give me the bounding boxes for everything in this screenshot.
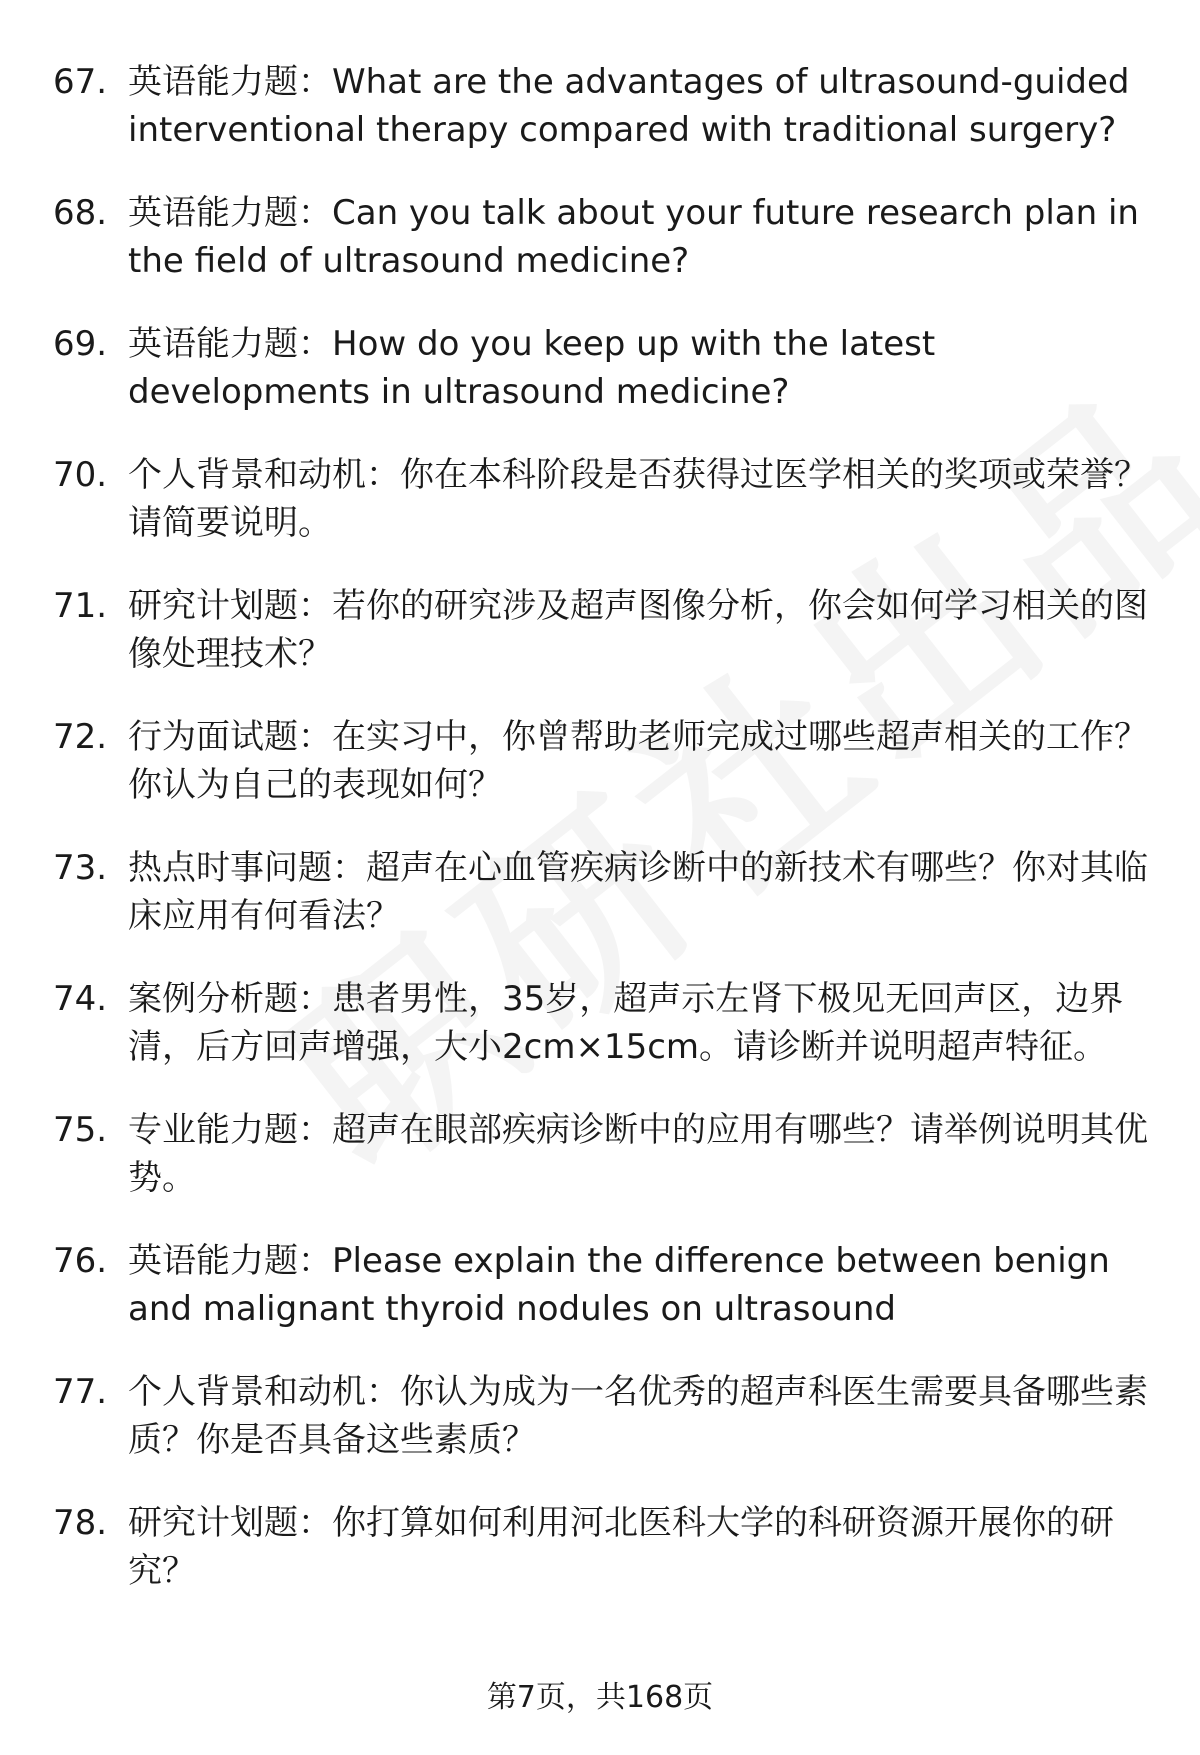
question-number: 72.	[53, 717, 108, 757]
question-text: What are the advantages of ultrasound-guided interventional therapy compared with traditional surgery?	[128, 62, 1130, 150]
question-item	[0, 1499, 1200, 1595]
question-category: 英语能力题：	[128, 193, 332, 233]
question-item	[0, 451, 1200, 547]
question-text: Please explain the difference between benign and malignant thyroid nodules on ultrasound	[128, 1241, 1110, 1329]
question-text: 你打算如何利用河北医科大学的科研资源开展你的研究？	[128, 1503, 1114, 1591]
question-number: 67.	[53, 62, 108, 102]
question-number: 75.	[53, 1110, 108, 1150]
question-body	[128, 975, 1158, 1071]
question-text: 超声在眼部疾病诊断中的应用有哪些？请举例说明其优势。	[128, 1110, 1148, 1198]
question-item	[0, 1368, 1200, 1464]
question-item	[0, 844, 1200, 940]
question-text: 患者男性，35岁，超声示左肾下极见无回声区，边界清，后方回声增强，大小2cm×15cm。请诊断并说明超声特征。	[128, 979, 1124, 1067]
question-category: 英语能力题：	[128, 1241, 332, 1281]
question-item	[0, 1106, 1200, 1202]
question-number: 71.	[53, 586, 108, 626]
question-body	[128, 320, 1158, 416]
question-text: Can you talk about your future research plan in the field of ultrasound medicine?	[128, 193, 1139, 281]
question-text: 若你的研究涉及超声图像分析，你会如何学习相关的图像处理技术？	[128, 586, 1148, 674]
question-number: 69.	[53, 324, 108, 364]
question-category: 热点时事问题：	[128, 848, 366, 888]
question-number: 73.	[53, 848, 108, 888]
question-item	[0, 189, 1200, 285]
question-category: 研究计划题：	[128, 586, 332, 626]
question-item	[0, 713, 1200, 809]
question-body	[128, 189, 1158, 285]
question-body	[128, 1237, 1158, 1333]
question-number: 70.	[53, 455, 108, 495]
question-category: 个人背景和动机：	[128, 455, 400, 495]
question-item	[0, 582, 1200, 678]
question-body	[128, 713, 1158, 809]
question-body	[128, 1368, 1158, 1464]
page-indicator: 第7页，共168页	[486, 1680, 714, 1715]
question-number: 77.	[53, 1372, 108, 1412]
question-item	[0, 320, 1200, 416]
question-list	[0, 58, 1200, 1630]
question-category: 专业能力题：	[128, 1110, 332, 1150]
question-category: 研究计划题：	[128, 1503, 332, 1543]
question-item	[0, 58, 1200, 154]
question-body	[128, 58, 1158, 154]
question-body	[128, 451, 1158, 547]
question-text: 你认为成为一名优秀的超声科医生需要具备哪些素质？你是否具备这些素质？	[128, 1372, 1148, 1460]
question-text: How do you keep up with the latest developments in ultrasound medicine?	[128, 324, 936, 412]
question-category: 英语能力题：	[128, 62, 332, 102]
question-number: 74.	[53, 979, 108, 1019]
question-category: 个人背景和动机：	[128, 1372, 400, 1412]
question-category: 英语能力题：	[128, 324, 332, 364]
question-number: 68.	[53, 193, 108, 233]
question-category: 行为面试题：	[128, 717, 332, 757]
question-number: 76.	[53, 1241, 108, 1281]
question-text: 超声在心血管疾病诊断中的新技术有哪些？你对其临床应用有何看法？	[128, 848, 1148, 936]
question-body	[128, 844, 1158, 940]
question-number: 78.	[53, 1503, 108, 1543]
question-text: 你在本科阶段是否获得过医学相关的奖项或荣誉？请简要说明。	[128, 455, 1148, 543]
question-body	[128, 1106, 1158, 1202]
question-item	[0, 1237, 1200, 1333]
question-text: 在实习中，你曾帮助老师完成过哪些超声相关的工作？你认为自己的表现如何？	[128, 717, 1148, 805]
question-category: 案例分析题：	[128, 979, 332, 1019]
question-body	[128, 1499, 1158, 1595]
question-item	[0, 975, 1200, 1071]
question-body	[128, 582, 1158, 678]
